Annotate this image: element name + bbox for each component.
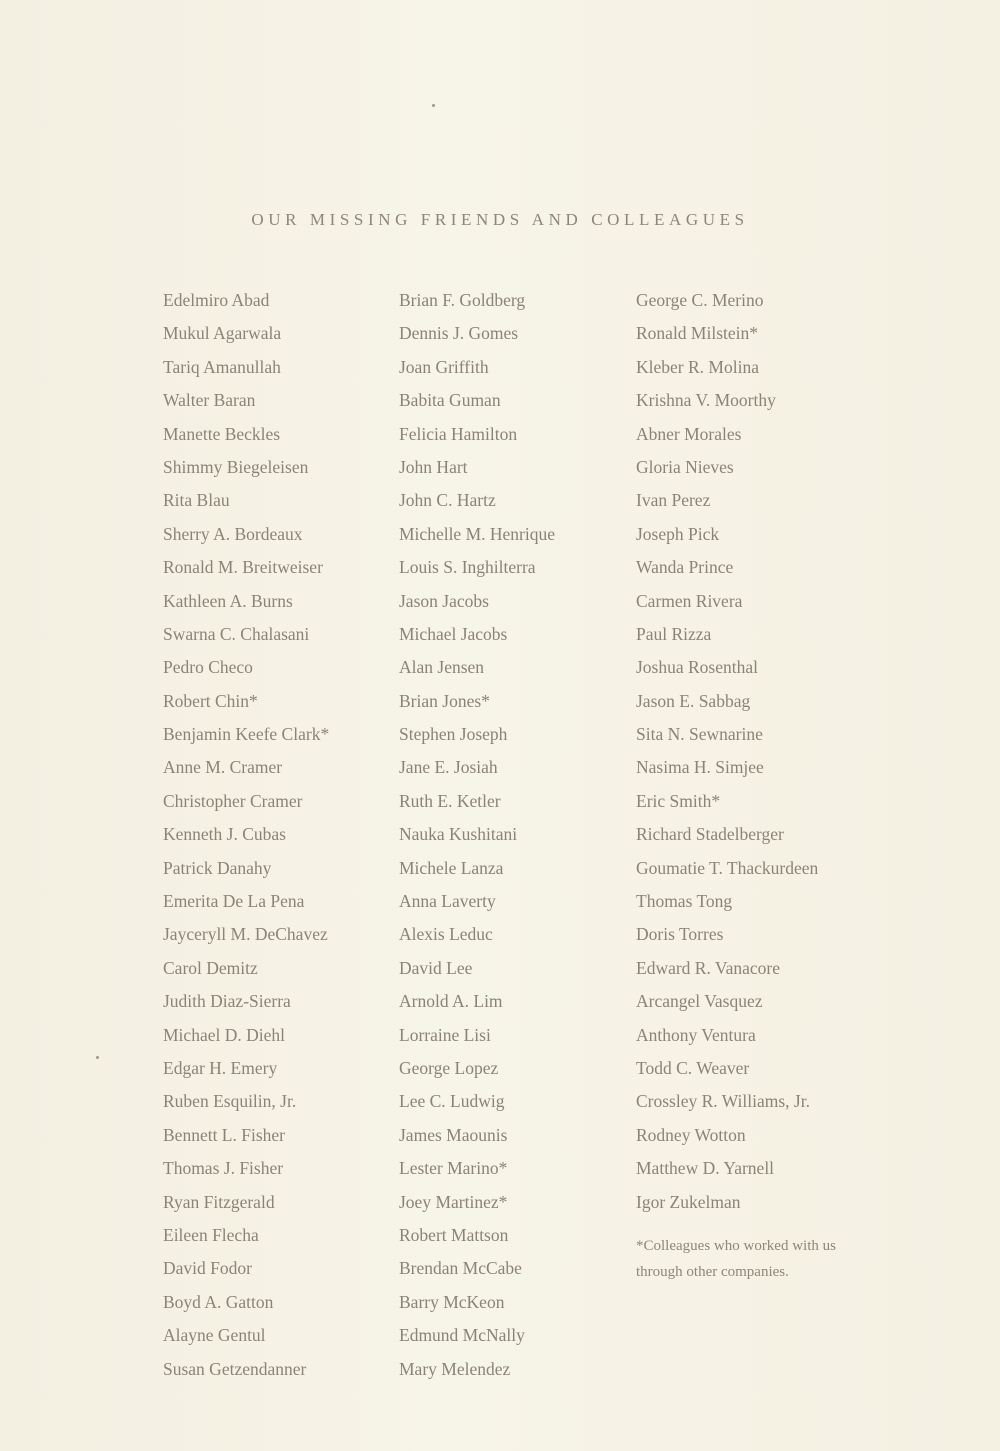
- name-entry: Rodney Wotton: [636, 1124, 746, 1145]
- name-entry: Joseph Pick: [636, 523, 720, 544]
- name-entry: Lester Marino*: [399, 1158, 508, 1179]
- footnote: *Colleagues who worked with us through other companies.: [636, 1238, 836, 1280]
- name-entry: Edelmiro Abad: [163, 290, 270, 310]
- name-entry: Goumatie T. Thackurdeen: [636, 857, 819, 878]
- name-entry: Felicia Hamilton: [399, 423, 518, 444]
- name-entry: Benjamin Keefe Clark*: [163, 724, 330, 745]
- name-entry: Ivan Perez: [636, 490, 711, 511]
- name-entry: Mukul Agarwala: [163, 323, 282, 344]
- name-entry: Edgar H. Emery: [163, 1057, 278, 1078]
- name-entry: James Maounis: [399, 1124, 508, 1145]
- name-entry: Manette Beckles: [163, 423, 281, 444]
- name-entry: Shimmy Biegeleisen: [163, 456, 309, 477]
- name-entry: Judith Diaz-Sierra: [163, 991, 291, 1012]
- names-column-3: [636, 287, 818, 1222]
- name-entry: Christopher Cramer: [163, 790, 303, 811]
- name-entry: Anne M. Cramer: [163, 757, 283, 778]
- name-entry: Lee C. Ludwig: [399, 1091, 505, 1112]
- name-entry: Alayne Gentul: [163, 1325, 266, 1346]
- name-entry: Abner Morales: [636, 423, 742, 444]
- name-entry: Joan Griffith: [399, 356, 489, 377]
- name-entry: George C. Merino: [636, 290, 764, 310]
- name-entry: Anna Laverty: [399, 891, 496, 912]
- name-entry: Nasima H. Simjee: [636, 757, 764, 778]
- name-entry: Thomas J. Fisher: [163, 1158, 284, 1179]
- name-entry: Jayceryll M. DeChavez: [163, 924, 328, 945]
- name-entry: Bennett L. Fisher: [163, 1124, 285, 1145]
- name-entry: Crossley R. Williams, Jr.: [636, 1091, 810, 1112]
- name-entry: Ruben Esquilin, Jr.: [163, 1091, 297, 1112]
- name-entry: John C. Hartz: [399, 490, 496, 511]
- name-entry: Todd C. Weaver: [636, 1057, 750, 1078]
- name-entry: Ruth E. Ketler: [399, 790, 501, 811]
- name-entry: Eileen Flecha: [163, 1224, 259, 1245]
- name-entry: David Lee: [399, 957, 473, 978]
- name-entry: Jason Jacobs: [399, 590, 489, 611]
- name-entry: Paul Rizza: [636, 623, 712, 644]
- name-entry: Michael D. Diehl: [163, 1024, 285, 1045]
- name-entry: Arnold A. Lim: [399, 991, 503, 1012]
- name-entry: Kenneth J. Cubas: [163, 824, 286, 845]
- name-entry: Arcangel Vasquez: [636, 991, 763, 1012]
- names-column-1: [163, 287, 329, 1389]
- paper-speck: [432, 104, 435, 107]
- name-entry: Alexis Leduc: [399, 924, 493, 945]
- name-entry: Michael Jacobs: [399, 623, 508, 644]
- name-entry: Matthew D. Yarnell: [636, 1158, 775, 1179]
- name-entry: Ryan Fitzgerald: [163, 1191, 275, 1212]
- name-entry: Sherry A. Bordeaux: [163, 523, 303, 544]
- name-entry: Krishna V. Moorthy: [636, 390, 776, 411]
- name-entry: Jane E. Josiah: [399, 757, 498, 778]
- name-entry: Lorraine Lisi: [399, 1024, 491, 1045]
- name-entry: Brian F. Goldberg: [399, 290, 526, 310]
- name-entry: Michele Lanza: [399, 857, 504, 878]
- name-entry: Kleber R. Molina: [636, 356, 759, 377]
- name-entry: Michelle M. Henrique: [399, 523, 555, 544]
- name-entry: Eric Smith*: [636, 790, 721, 811]
- names-column-2: [399, 287, 555, 1389]
- page-title: OUR MISSING FRIENDS AND COLLEAGUES: [251, 210, 749, 229]
- name-entry: Patrick Danahy: [163, 857, 272, 878]
- name-entry: Mary Melendez: [399, 1358, 511, 1379]
- name-entry: Dennis J. Gomes: [399, 323, 519, 344]
- name-entry: Jason E. Sabbag: [636, 690, 751, 711]
- name-entry: Gloria Nieves: [636, 456, 734, 477]
- name-entry: Anthony Ventura: [636, 1024, 756, 1045]
- name-entry: Nauka Kushitani: [399, 824, 518, 845]
- name-entry: Joshua Rosenthal: [636, 657, 759, 678]
- name-entry: Louis S. Inghilterra: [399, 557, 536, 578]
- name-entry: Igor Zukelman: [636, 1191, 741, 1212]
- name-entry: Stephen Joseph: [399, 724, 508, 745]
- name-entry: Swarna C. Chalasani: [163, 623, 310, 644]
- name-entry: Kathleen A. Burns: [163, 590, 293, 611]
- name-entry: Babita Guman: [399, 390, 501, 411]
- name-entry: Robert Chin*: [163, 690, 258, 711]
- name-entry: Susan Getzendanner: [163, 1358, 307, 1379]
- name-entry: Wanda Prince: [636, 557, 734, 578]
- name-entry: Doris Torres: [636, 924, 724, 945]
- name-entry: Richard Stadelberger: [636, 824, 784, 845]
- name-entry: Walter Baran: [163, 390, 256, 411]
- name-entry: George Lopez: [399, 1057, 499, 1078]
- name-entry: Barry McKeon: [399, 1291, 505, 1312]
- name-entry: Thomas Tong: [636, 891, 733, 912]
- name-entry: Carmen Rivera: [636, 590, 743, 611]
- name-entry: Edmund McNally: [399, 1325, 525, 1346]
- name-entry: Ronald M. Breitweiser: [163, 557, 323, 578]
- name-entry: Rita Blau: [163, 490, 230, 511]
- name-entry: Pedro Checo: [163, 657, 253, 678]
- name-entry: Boyd A. Gatton: [163, 1291, 274, 1312]
- name-entry: Joey Martinez*: [399, 1191, 508, 1212]
- name-entry: Emerita De La Pena: [163, 891, 305, 912]
- paper-speck: [96, 1056, 99, 1059]
- name-entry: Alan Jensen: [399, 657, 485, 678]
- name-entry: David Fodor: [163, 1258, 252, 1279]
- name-entry: Brendan McCabe: [399, 1258, 522, 1279]
- name-entry: Brian Jones*: [399, 690, 490, 711]
- name-entry: Tariq Amanullah: [163, 356, 281, 377]
- name-entry: Ronald Milstein*: [636, 323, 759, 344]
- name-entry: Edward R. Vanacore: [636, 957, 780, 978]
- name-entry: John Hart: [399, 456, 468, 477]
- name-entry: Carol Demitz: [163, 957, 258, 978]
- name-entry: Sita N. Sewnarine: [636, 724, 763, 745]
- name-entry: Robert Mattson: [399, 1224, 509, 1245]
